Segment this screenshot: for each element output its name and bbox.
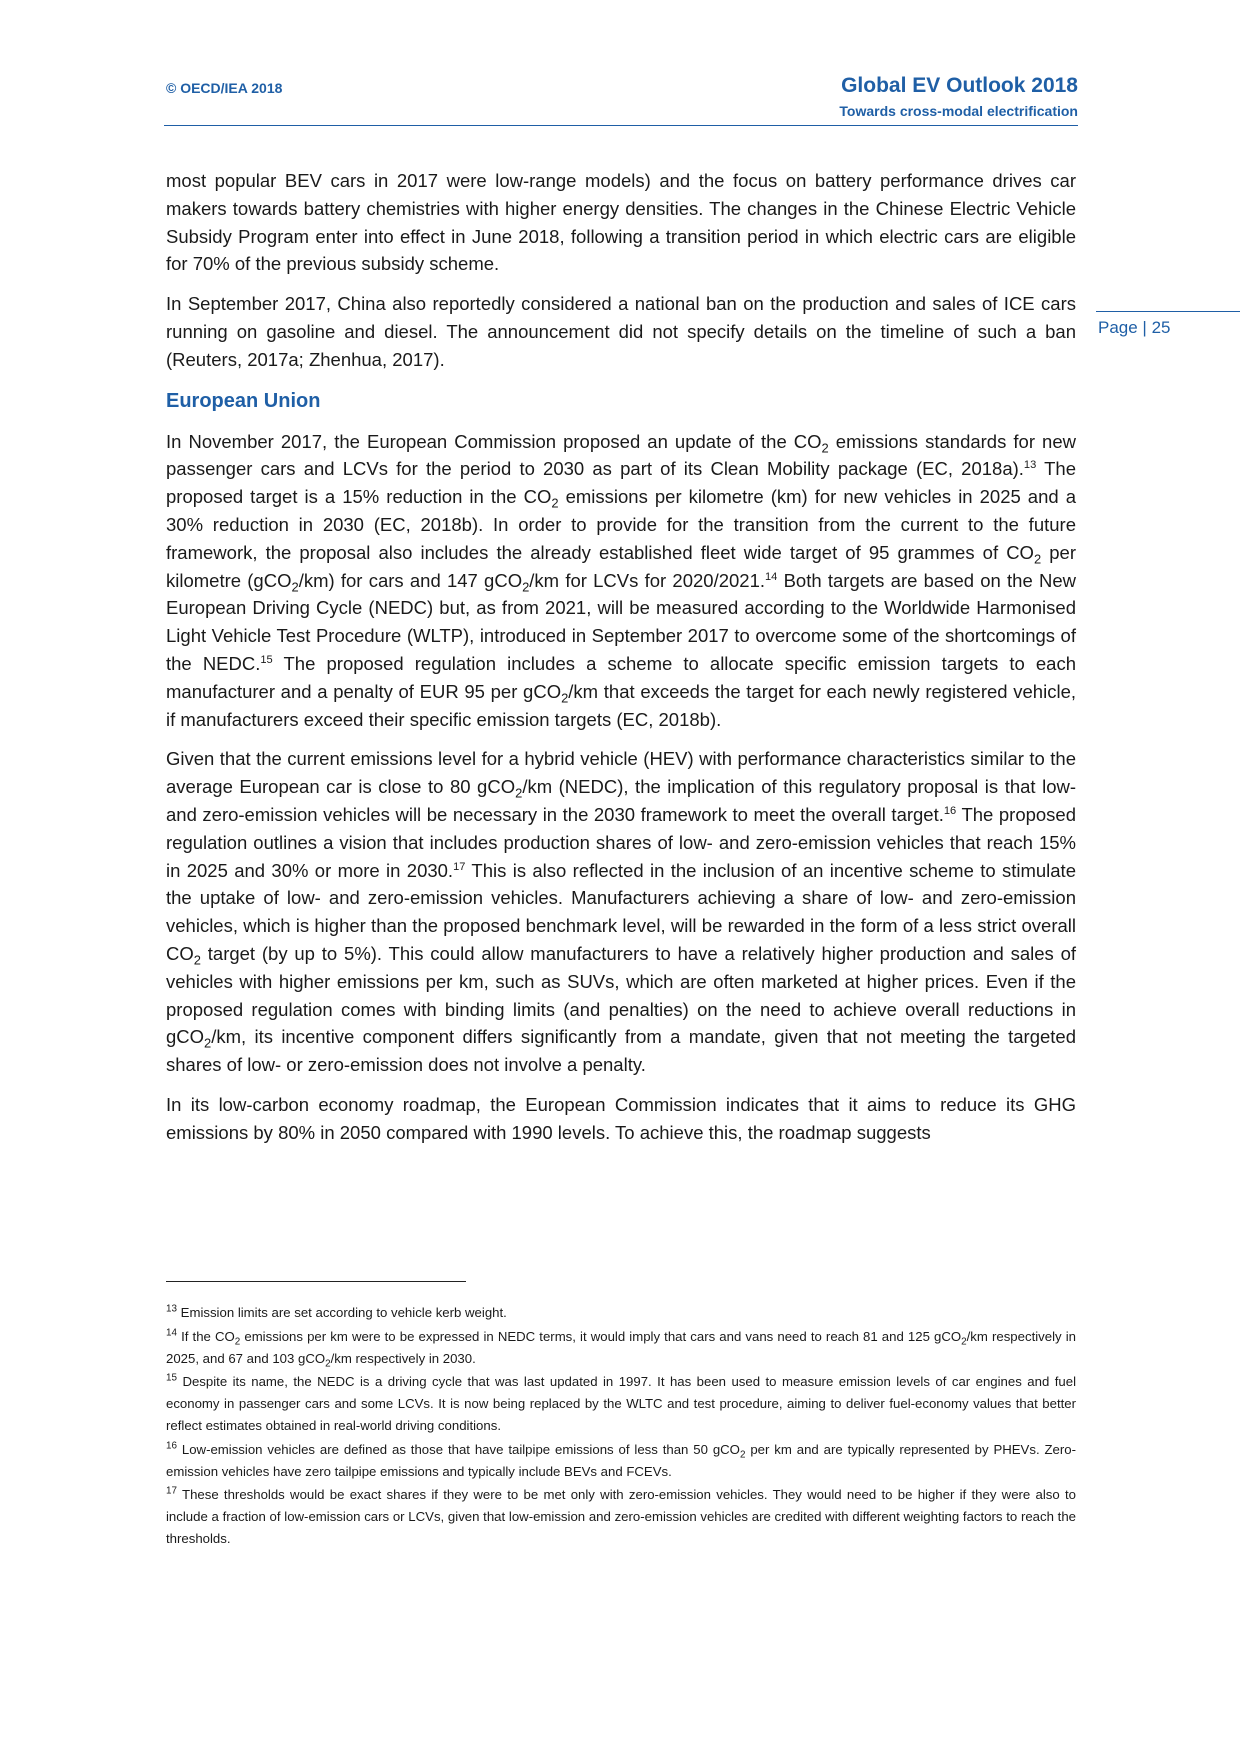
footnote-ref-16[interactable]: 16: [943, 804, 957, 817]
footnote-17: $^{17}$ These thresholds would be exact shares if they were to be met only with zero-emission vehicles. They would need to be higher if they were also to include a fraction of low-emission cars or LCVs, given that low-emission and zero-emission vehicles are credited with different weighting factors to reach the thresholds.: [166, 1485, 1076, 1546]
report-subtitle: Towards cross-modal electrification: [839, 103, 1078, 119]
paragraph-1: most popular BEV cars in 2017 were low-range models) and the focus on battery performance drives car makers towards battery chemistries with higher energy densities. The changes in the Chinese Electric Vehicle Subsidy Program enter into effect in June 2018, following a transition period in which electric cars are eligible for 70% of the previous subsidy scheme.: [166, 170, 1076, 275]
paragraph-5: In its low-carbon economy roadmap, the European Commission indicates that it aims to reduce its GHG emissions by 80% in 2050 compared with 1990 levels. To achieve this, the roadmap suggests: [166, 1093, 1076, 1143]
paragraph-3: In November 2017, the European Commission proposed an update of the $CO_2$ emissions standards for new passenger cars and LCVs for the period to 2030 as part of its Clean Mobility package (EC, 2018a).$^{13}$ The proposed target is a 15% reduction in the $CO_2$ emissions per kilometre (km) for new vehicles in 2025 and a 30% reduction in 2030 (EC, 2018b). In order to provide for the transition from the current to the future framework, the proposal also includes the already established fleet wide target of 95 grammes of $CO_2$ per kilometre (gCO$_2$/km) for cars and 147 gCO$_2$/km for LCVs for 2020/2021.14 Both targets are based on the New European Driving Cycle (NEDC) but, as from 2021, will be measured according to the Worldwide Harmonised Light Vehicle Test Procedure (WLTP), introduced in September 2017 to overcome some of the shortcomings of the NEDC.$^{15}$ The proposed regulation includes a scheme to allocate specific emission targets to each manufacturer and a penalty of EUR 95 per gCO$_2$/km that exceeds the target for each newly registered vehicle, if manufacturers exceed their specific emission targets (EC, 2018b).: [166, 430, 1076, 730]
paragraph-2: In September 2017, China also reportedly considered a national ban on the production and sales of ICE cars running on gasoline and diesel. The announcement did not specify details on the timeline of such a ban (Reuters, 2017a; Zhenhua, 2017).: [166, 293, 1076, 370]
footnote-ref-13[interactable]: 13: [1023, 459, 1037, 472]
footnote-ref-17[interactable]: 17: [453, 860, 466, 873]
header-divider: [164, 125, 1078, 126]
footnote-16: $^{16}$ Low-emission vehicles are defined as those that have tailpipe emissions of less than 50 gCO$_2$ per km and are typically represented by PHEVs. Zero-emission vehicles have zero tailpipe emissions and typically include BEVs and FCEVs.: [166, 1440, 1076, 1479]
footnote-13: $^{13}$ Emission limits are set according to vehicle kerb weight.: [166, 1303, 507, 1320]
body-text: [166, 167, 1076, 1159]
page-number: Page | 25: [1098, 318, 1171, 337]
paragraph-4: Given that the current emissions level for a hybrid vehicle (HEV) with performance characteristics similar to the average European car is close to 80 gCO$_2$/km (NEDC), the implication of this regulatory proposal is that low- and zero-emission vehicles will be necessary in the 2030 framework to meet the overall target.$^{16}$ The proposed regulation outlines a vision that includes production shares of low- and zero-emission vehicles that reach 15% in 2025 and 30% or more in 2030.17 This is also reflected in the inclusion of an incentive scheme to stimulate the uptake of low- and zero-emission vehicles. Manufacturers achieving a share of low- and zero-emission vehicles, which is higher than the proposed benchmark level, will be rewarded in the form of a less strict overall $CO_2$ target (by up to 5%). This could allow manufacturers to have a relatively higher production and sales of vehicles with higher emissions per km, such as SUVs, which are often marketed at higher prices. Even if the proposed regulation comes with binding limits (and penalties) on the need to achieve overall reductions in gCO$_2$/km, its incentive component differs significantly from a mandate, given that not meeting the targeted shares of low- or zero-emission does not involve a penalty.: [166, 748, 1077, 1076]
footnote-ref-14[interactable]: 14: [765, 570, 778, 583]
footnotes: [166, 1302, 1076, 1552]
footnote-divider: [166, 1281, 466, 1282]
footnote-15: $^{15}$ Despite its name, the NEDC is a driving cycle that was last updated in 1997. It has been used to measure emission levels of car engines and fuel economy in passenger cars and some LCVs. It is now being replaced by the WLTC and test procedure, aiming to deliver fuel-economy values that better reflect estimates obtained in real-world driving conditions.: [166, 1373, 1076, 1433]
section-heading-european-union: European Union: [166, 389, 321, 412]
page-number-divider: [1096, 311, 1240, 312]
report-title: Global EV Outlook 2018: [841, 74, 1078, 97]
footnote-14: $^{14}$ If the $CO_2$ emissions per km were to be expressed in NEDC terms, it would imply that cars and vans need to reach 81 and 125 gCO$_2$/km respectively in 2025, and 67 and 103 gCO$_2$/km respectively in 2030.: [166, 1327, 1076, 1370]
copyright-label: © OECD/IEA 2018: [166, 80, 283, 96]
footnote-ref-15[interactable]: 15: [260, 653, 273, 666]
